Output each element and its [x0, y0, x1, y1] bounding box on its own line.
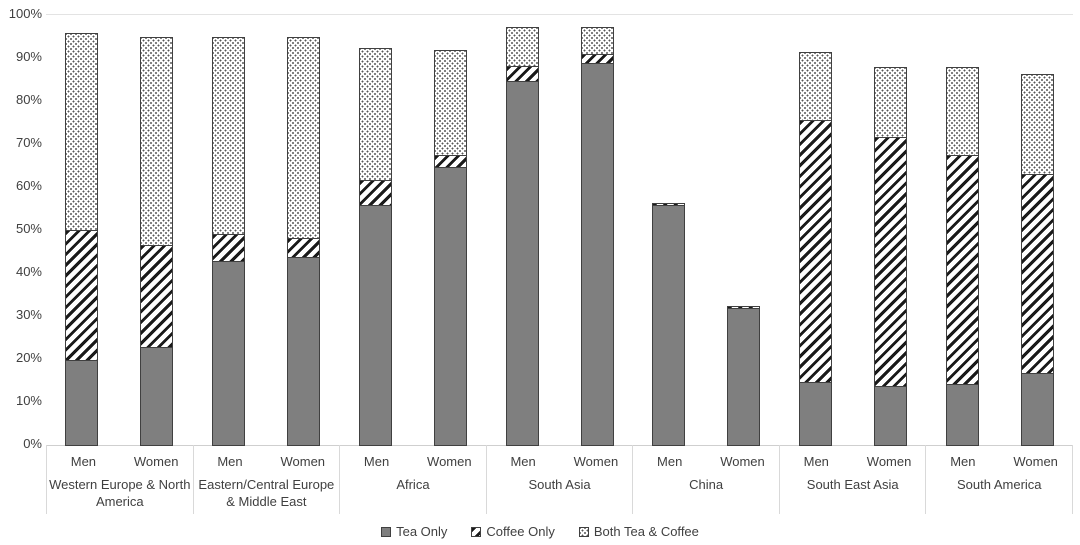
bar-segment-coffee-only — [359, 180, 392, 206]
bar-segment-coffee-only — [799, 120, 832, 382]
gender-label-row — [926, 454, 1072, 469]
bar-group-eastern-central-europe-middle-east — [193, 15, 340, 445]
legend — [0, 524, 1080, 539]
group-name-label: South America — [956, 477, 1042, 492]
gender-label-row — [47, 454, 193, 469]
bar-africa-men — [359, 48, 392, 445]
bar-segment-tea-only — [874, 386, 907, 446]
bar-south-america-men — [946, 67, 979, 445]
legend-swatch-solid-gray-icon — [381, 527, 391, 537]
y-tick-label: 70% — [15, 135, 42, 150]
y-tick-label: 50% — [15, 221, 42, 236]
legend-item-tea-only — [381, 524, 447, 539]
bar-segment-coffee-only — [140, 245, 173, 348]
gender-label-row — [487, 454, 633, 469]
x-label-cell-africa — [339, 445, 486, 514]
bar-segment-coffee-only — [874, 137, 907, 386]
bar-china-women — [727, 306, 760, 445]
gender-label-row — [340, 454, 486, 469]
bar-group-south-america — [926, 15, 1073, 445]
bar-group-africa — [339, 15, 486, 445]
bar-segment-coffee-only — [212, 234, 245, 262]
bar-south-america-women — [1021, 74, 1054, 445]
gender-label-men: Men — [70, 454, 97, 469]
gender-label-men: Men — [803, 454, 829, 469]
y-tick-label: 30% — [15, 307, 42, 322]
y-tick-label: 40% — [15, 264, 42, 279]
bar-south-asia-women — [581, 27, 614, 445]
x-label-cell-south-america — [925, 445, 1073, 514]
bar-south-asia-men — [506, 27, 539, 445]
bar-segment-tea-only — [1021, 373, 1054, 446]
bar-segment-tea-only — [506, 81, 539, 447]
bar-segment-tea-only — [212, 261, 245, 446]
bar-western-europe-north-america-men — [65, 33, 98, 445]
gender-label-women: Women — [866, 454, 912, 469]
bar-segment-coffee-only — [287, 238, 320, 257]
bar-segment-both-tea-coffee — [65, 33, 98, 231]
plot-area — [46, 14, 1073, 446]
bar-segment-both-tea-coffee — [799, 52, 832, 121]
x-label-cell-south-east-asia — [779, 445, 926, 514]
gender-label-women: Women — [133, 454, 179, 469]
gender-label-women: Women — [1013, 454, 1058, 469]
bar-south-east-asia-women — [874, 67, 907, 445]
bar-segment-both-tea-coffee — [581, 27, 614, 55]
y-tick-label: 10% — [15, 393, 42, 408]
bar-segment-coffee-only — [946, 155, 979, 385]
y-tick-label: 0% — [23, 436, 42, 451]
x-label-cell-south-asia — [486, 445, 633, 514]
y-tick-label: 90% — [15, 49, 42, 64]
bar-western-europe-north-america-women — [140, 37, 173, 445]
gender-label-men: Men — [363, 454, 390, 469]
legend-swatch-dots-icon — [579, 527, 589, 537]
bar-segment-both-tea-coffee — [946, 67, 979, 155]
bar-segment-tea-only — [140, 347, 173, 446]
gender-label-men: Men — [510, 454, 536, 469]
bar-segment-tea-only — [65, 360, 98, 446]
bar-segment-both-tea-coffee — [506, 27, 539, 68]
y-axis — [0, 6, 42, 451]
group-name-label: South Asia — [528, 477, 591, 492]
gender-label-women: Women — [720, 454, 765, 469]
bar-group-western-europe-north-america — [46, 15, 193, 445]
bar-segment-both-tea-coffee — [434, 50, 467, 155]
legend-label: Coffee Only — [486, 524, 555, 539]
bar-segment-both-tea-coffee — [140, 37, 173, 246]
y-tick-label: 100% — [8, 6, 42, 21]
bar-segment-both-tea-coffee — [1021, 74, 1054, 175]
y-tick-label: 60% — [15, 178, 42, 193]
legend-item-both-tea-coffee — [579, 524, 699, 539]
bar-segment-both-tea-coffee — [359, 48, 392, 181]
bar-segment-both-tea-coffee — [874, 67, 907, 138]
legend-label: Both Tea & Coffee — [593, 524, 699, 539]
bar-group-south-east-asia — [780, 15, 927, 445]
gender-label-men: Men — [657, 454, 683, 469]
group-name-label: China — [689, 477, 724, 492]
x-axis-labels — [46, 445, 1073, 514]
bar-eastern-central-europe-middle-east-women — [287, 37, 320, 445]
bar-segment-tea-only — [434, 167, 467, 447]
bar-segment-coffee-only — [506, 66, 539, 81]
x-label-cell-eastern-central-europe-middle-east — [193, 445, 340, 514]
x-label-cell-china — [632, 445, 779, 514]
bar-segment-tea-only — [359, 205, 392, 446]
legend-item-coffee-only — [471, 524, 554, 539]
gender-label-women: Women — [427, 454, 472, 469]
group-name-label: Africa — [396, 477, 430, 492]
bar-segment-both-tea-coffee — [287, 37, 320, 239]
bar-segment-coffee-only — [65, 230, 98, 361]
gender-label-row — [194, 454, 340, 469]
gender-label-women: Women — [573, 454, 619, 469]
gender-label-women: Women — [280, 454, 326, 469]
bar-segment-tea-only — [799, 382, 832, 447]
bar-segment-tea-only — [287, 257, 320, 446]
gender-label-men: Men — [950, 454, 976, 469]
legend-swatch-diagonal-hatch-icon — [471, 527, 481, 537]
group-name-label: Western Europe & North America — [49, 477, 191, 509]
gender-label-row — [633, 454, 779, 469]
gender-label-men: Men — [217, 454, 243, 469]
y-tick-label: 80% — [15, 92, 42, 107]
bar-group-south-asia — [486, 15, 633, 445]
y-tick-label: 20% — [15, 350, 42, 365]
bar-segment-tea-only — [727, 308, 760, 446]
bar-africa-women — [434, 50, 467, 445]
group-name-label: Eastern/Central Europe & Middle East — [198, 477, 335, 509]
group-name-label: South East Asia — [806, 477, 899, 492]
bar-china-men — [652, 203, 685, 445]
bar-eastern-central-europe-middle-east-men — [212, 37, 245, 445]
bar-segment-coffee-only — [1021, 174, 1054, 374]
legend-label: Tea Only — [396, 524, 448, 539]
bar-group-china — [633, 15, 780, 445]
bar-segment-both-tea-coffee — [212, 37, 245, 235]
gender-label-row — [780, 454, 926, 469]
bar-south-east-asia-men — [799, 52, 832, 445]
x-label-cell-western-europe-north-america — [46, 445, 193, 514]
bar-segment-tea-only — [581, 63, 614, 446]
bar-segment-tea-only — [946, 384, 979, 446]
bar-segment-tea-only — [652, 205, 685, 446]
